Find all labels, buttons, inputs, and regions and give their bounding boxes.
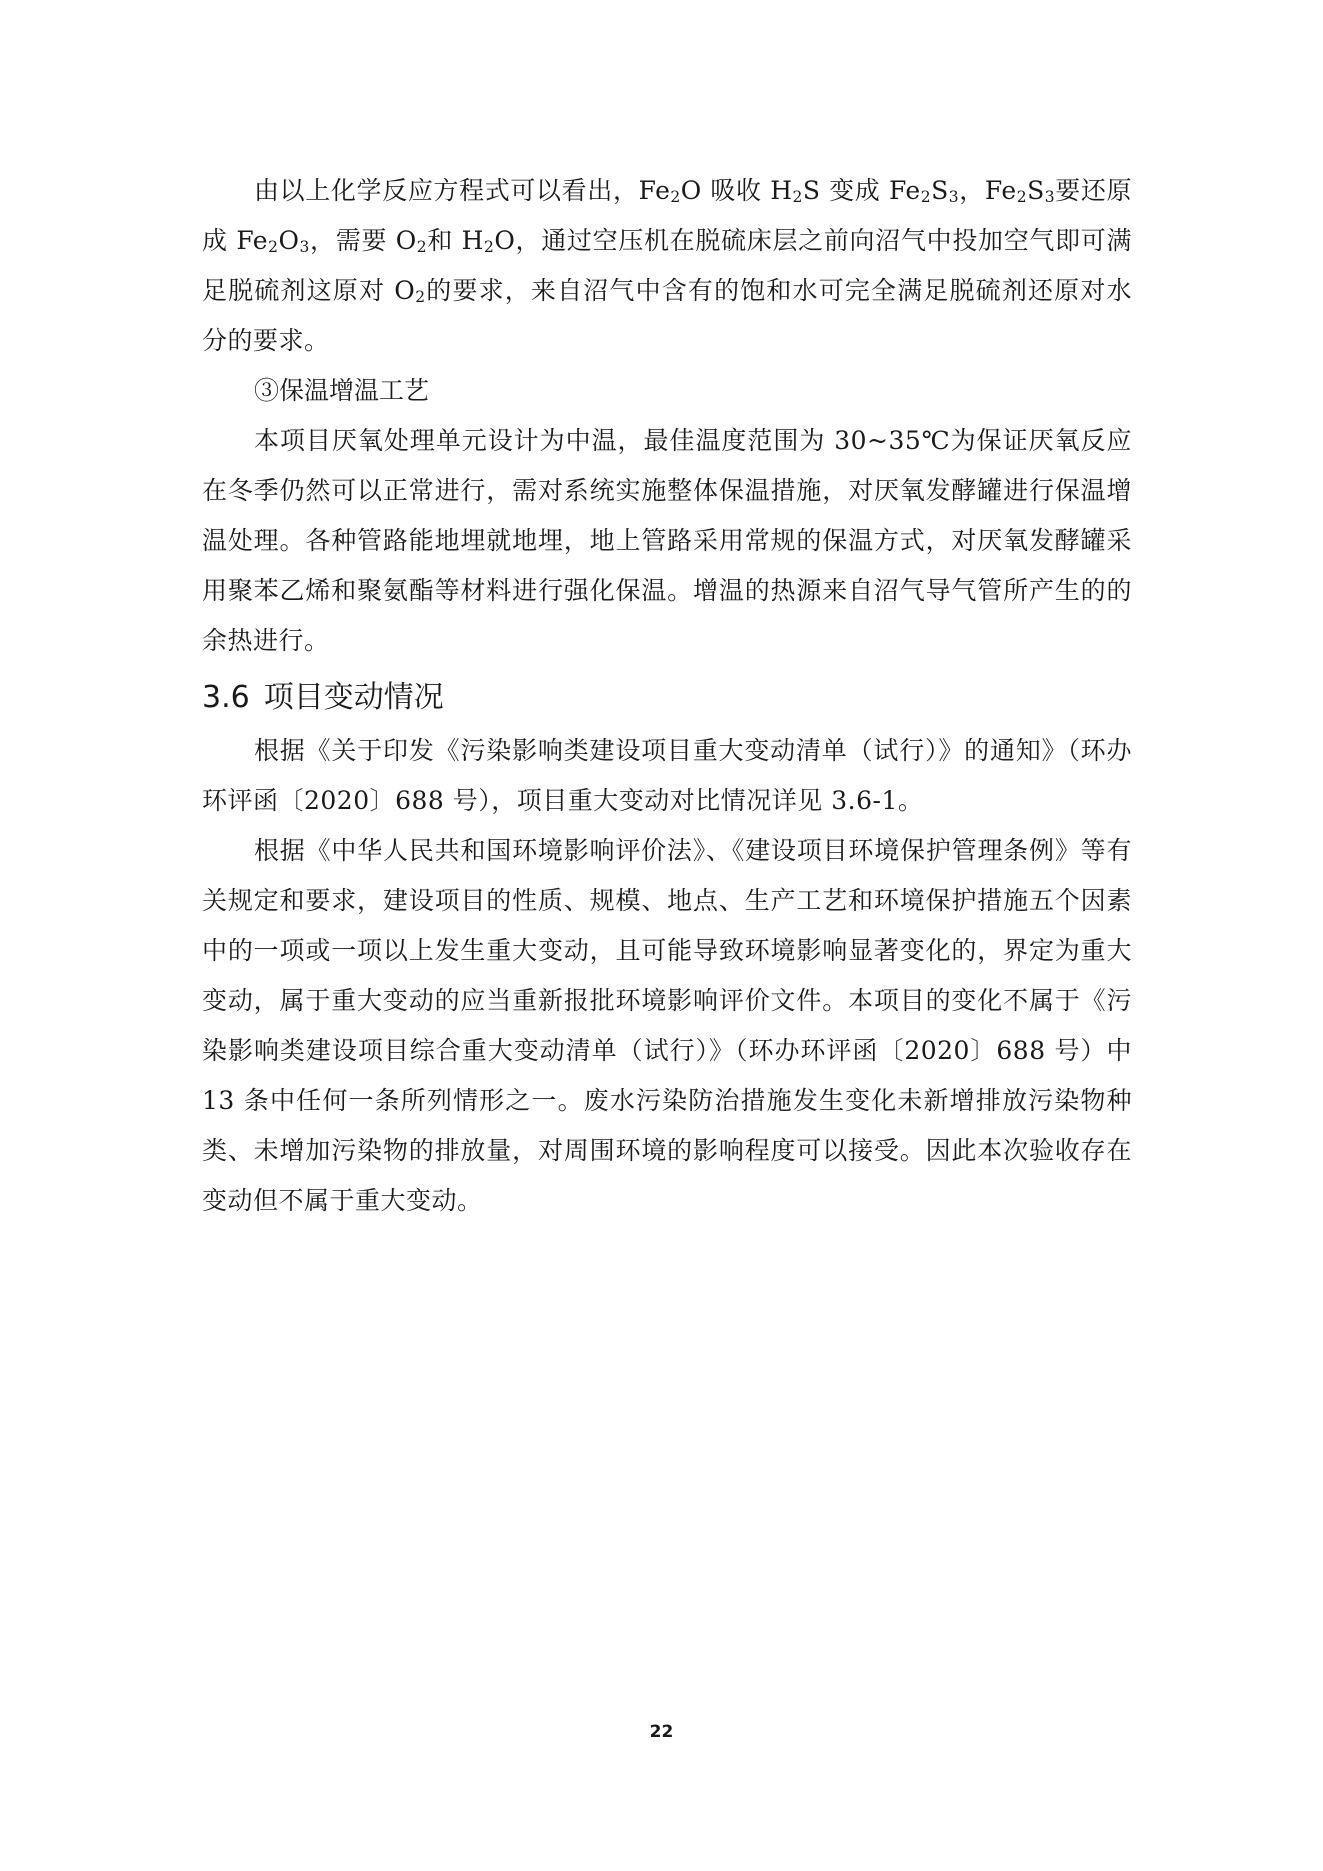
section-number: 3.6 (202, 680, 250, 715)
paragraph-change-assessment: 根据《中华人民共和国环境影响评价法》、《建设项目环境保护管理条例》等有关规定和要求，建设项目的性质、规模、地点、生产工艺和环境保护措施五个因素中的一项或一项以上发生重大变动，且可能导致环境影响显著变化的，界定为重大变动，属于重大变动的应当重新报批环境影响评价文件。本项目的变化不属于《污染影响类建设项目综合重大变动清单（试行）》（环办环评函〔2020〕688 号）中 13 条中任何一条所列情形之一。废水污染防治措施发生变化未新增排放污染物种类、未增加污染物的排放量，对周围环境的影响程度可以接受。因此本次验收存在变动但不属于重大变动。 (202, 836, 1132, 1215)
section-heading (202, 672, 1132, 724)
paragraph-desulfurization: 由以上化学反应方程式可以看出，Fe2O 吸收 H2S 变成 Fe2S3，Fe2S3要还原成 Fe2O3，需要 O2和 H2O，通过空压机在脱硫床层之前向沼气中投加空气即可满足脱硫剂这原对 O2的要求，来自沼气中含有的饱和水可完全满足脱硫剂还原对水分的要求。 (202, 176, 1132, 355)
subheading-insulation: ③保温增温工艺 (254, 376, 430, 405)
section-title: 项目变动情况 (263, 680, 444, 715)
page-number: 22 (649, 1722, 674, 1742)
paragraph-insulation: 本项目厌氧处理单元设计为中温，最佳温度范围为 30~35℃为保证厌氧反应在冬季仍然可以正常进行，需对系统实施整体保温措施，对厌氧发酵罐进行保温增温处理。各种管路能地埋就地埋，地上管路采用常规的保温方式，对厌氧发酵罐采用聚苯乙烯和聚氨酯等材料进行强化保温。增温的热源来自沼气导气管所产生的的余热进行。 (202, 426, 1132, 655)
paragraph-change-notice: 根据《关于印发《污染影响类建设项目重大变动清单（试行）》的通知》（环办环评函〔2020〕688 号），项目重大变动对比情况详见 3.6-1。 (202, 736, 1132, 815)
page-content (202, 166, 1132, 1226)
